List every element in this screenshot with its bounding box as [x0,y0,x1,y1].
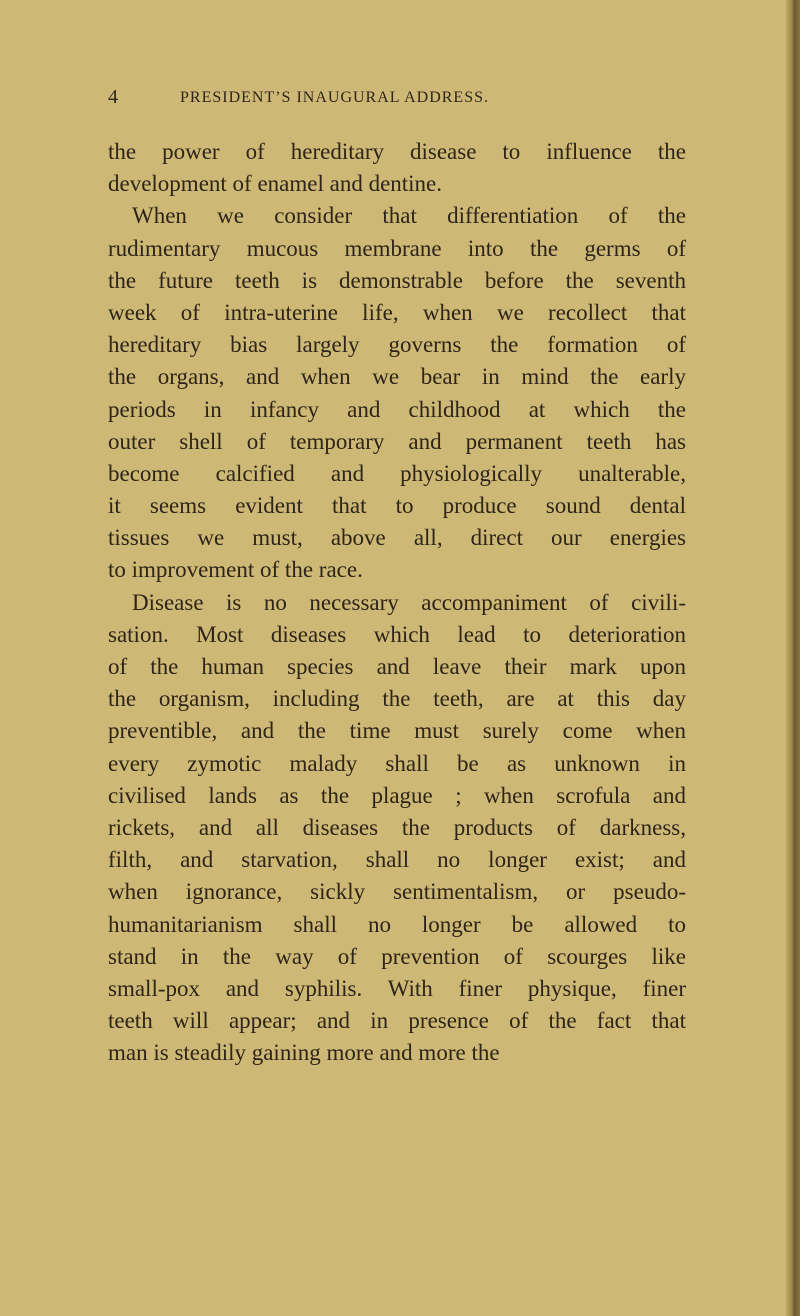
text-line: outer shell of temporary and permanent teeth has [108,428,686,454]
text-line: the organism, including the teeth, are at this day [108,686,686,712]
paragraph [108,200,686,586]
paragraph [108,587,686,1070]
text-line: of the human species and leave their mark upon [108,654,686,679]
text-line: development of enamel and dentine. [108,171,443,197]
text-line: teeth will appear; and in presence of the fact that [108,1008,686,1034]
page-number: 4 [108,86,119,108]
text-line: stand in the way of prevention of scourges like [108,943,686,969]
text-line: filth, and starvation, shall no longer exist; and [108,847,686,873]
text-line: man is steadily gaining more and more the [108,1040,500,1066]
text-line: Disease is no necessary accompaniment of civili- [132,589,686,615]
text-line: civilised lands as the plague ; when scrofula and [108,782,686,808]
paragraph [108,136,686,200]
text-line: rudimentary mucous membrane into the germs of [108,235,686,261]
text-line: sation. Most diseases which lead to deterioration [108,621,686,647]
text-line: rickets, and all diseases the products of darkness, [108,814,686,840]
book-spine-edge [786,0,800,1316]
text-line: When we consider that differentiation of the [132,203,686,229]
text-line: it seems evident that to produce sound dental [108,493,686,519]
text-line: week of intra-uterine life, when we recollect that [108,299,686,325]
text-line: the organs, and when we bear in mind the early [108,364,686,390]
text-line: periods in infancy and childhood at which the [108,396,686,422]
text-line: the power of hereditary disease to influence the [108,139,686,164]
running-header [108,86,688,110]
text-line: the future teeth is demonstrable before the seventh [108,267,686,293]
text-line: when ignorance, sickly sentimentalism, or pseudo- [108,879,686,905]
running-title: PRESIDENT’S INAUGURAL ADDRESS. [180,89,489,106]
text-line: every zymotic malady shall be as unknown in [108,750,686,776]
body-text [108,136,686,1069]
text-line: become calcified and physiologically unalterable, [108,460,686,486]
text-line: preventible, and the time must surely come when [108,718,686,744]
text-line: to improvement of the race. [108,557,363,583]
text-line: hereditary bias largely governs the formation of [108,332,686,358]
text-line: tissues we must, above all, direct our energies [108,525,686,551]
text-line: small-pox and syphilis. With finer physique, finer [108,975,686,1001]
text-line: humanitarianism shall no longer be allowed to [108,911,686,937]
